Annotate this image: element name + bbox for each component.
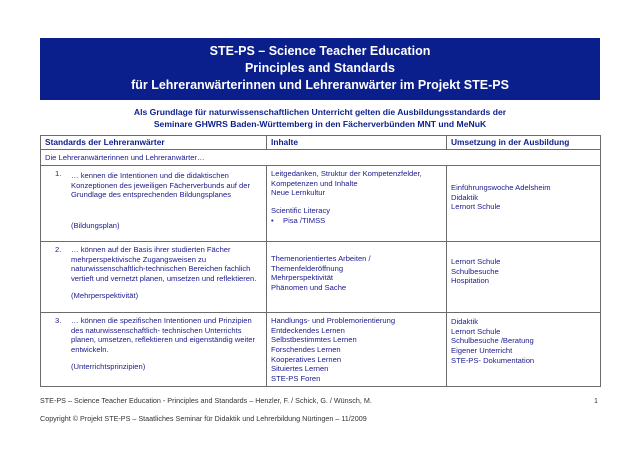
inhalte-bullet: Pisa /TIMSS: [283, 215, 326, 225]
umsetzung-line: Lernort Schule: [451, 326, 501, 336]
bullet-icon: •: [271, 215, 274, 225]
inhalte-line: Kompetenzen und Inhalte: [271, 178, 358, 188]
inhalte-line: Mehrperspektivität: [271, 273, 334, 283]
inhalte-cell: [267, 313, 447, 387]
intro-text: Die Lehreranwärterinnen und Lehreranwärter…: [41, 149, 601, 166]
inhalte-line: Kooperatives Lernen: [271, 354, 342, 364]
umsetzung-line: Didaktik: [451, 192, 479, 202]
inhalte-line: Themenfelderöffnung: [271, 263, 344, 273]
title-line-2: Principles and Standards: [244, 61, 396, 75]
header-umsetzung: Umsetzung in der Ausbildung: [447, 136, 601, 150]
standard-number: 1.: [55, 169, 62, 179]
standard-cell: [41, 166, 267, 242]
title-line-3: für Lehreranwärterinnen und Lehreranwärter im Projekt STE-PS: [131, 78, 509, 92]
footer-copyright: Copyright © Projekt STE-PS – Staatliches Seminar für Didaktik und Lehrerbildung Nürtingen – 11/2009: [40, 414, 367, 423]
umsetzung-line: Eigener Unterricht: [451, 345, 513, 355]
standard-line: vertieft und vernetzt planen, umsetzen und reflektieren.: [71, 273, 257, 283]
inhalte-cell: [267, 166, 447, 242]
title-banner: [40, 38, 600, 100]
inhalte-line: Forschendes Lernen: [271, 344, 341, 354]
page-number: 1: [594, 396, 598, 405]
standard-line: des naturwissenschaftlich- technischen Unterrichts: [71, 325, 242, 335]
umsetzung-line: Hospitation: [451, 276, 489, 286]
standard-line: … kennen die Intentionen und die didaktischen: [71, 171, 229, 181]
inhalte-line: Selbstbestimmtes Lernen: [271, 335, 357, 345]
inhalte-line: Scientific Literacy: [271, 205, 331, 215]
inhalte-line: Themenorientiertes Arbeiten /: [271, 254, 371, 264]
standard-line: naturwissenschaftlich-technischen Bereichen fachlich: [71, 264, 251, 274]
subtitle-line-2: Seminare GHWRS Baden-Württemberg in den Fächerverbünden MNT und MeNuK: [153, 119, 487, 129]
standard-tag: (Mehrperspektivität): [71, 290, 139, 300]
standard-line: Konzeptionen des jeweiligen Fächerverbunds auf der: [71, 180, 250, 190]
standard-tag: (Bildungsplan): [71, 220, 120, 230]
standard-cell: [41, 313, 267, 387]
header-inhalte: Inhalte: [267, 136, 447, 150]
standard-line: entwickeln.: [71, 344, 109, 354]
title-line-1: STE-PS – Science Teacher Education: [209, 44, 431, 58]
umsetzung-line: Schulbesuche: [451, 266, 499, 276]
subtitle: [40, 106, 600, 130]
standards-table: [40, 135, 601, 387]
standard-line: … können die spezifischen Intentionen und Prinzipien: [71, 316, 252, 326]
standard-number: 3.: [55, 316, 62, 326]
table-row: [41, 166, 601, 242]
inhalte-line: Phänomen und Sache: [271, 282, 347, 292]
subtitle-line-1: Als Grundlage für naturwissenschaftlichen Unterricht gelten die Ausbildungsstandards der: [133, 107, 507, 117]
umsetzung-line: STE-PS- Dokumentation: [451, 355, 535, 365]
inhalte-line: Entdeckendes Lernen: [271, 325, 345, 335]
table-row: [41, 242, 601, 313]
standard-number: 2.: [55, 245, 62, 255]
footer-authors: STE-PS – Science Teacher Education - Principles and Standards – Henzler, F. / Schick, G. / Wünsch, M.: [40, 396, 372, 405]
footer-credits: [40, 396, 600, 405]
umsetzung-line: Lernort Schule: [451, 257, 501, 267]
inhalte-line: Leitgedanken, Struktur der Kompetenzfelder,: [271, 169, 422, 179]
standard-tag: (Unterrichtsprinzipien): [71, 361, 146, 371]
table-header-row: [41, 136, 601, 150]
inhalte-line: Handlungs- und Problemorientierung: [271, 316, 396, 326]
header-standards: Standards der Lehreranwärter: [41, 136, 267, 150]
standard-line: mehrperspektivische Zugangsweisen zu: [71, 254, 207, 264]
inhalte-line: Situiertes Lernen: [271, 364, 329, 374]
umsetzung-line: Lernort Schule: [451, 202, 501, 212]
umsetzung-cell: [447, 242, 601, 313]
intro-row: [41, 149, 601, 166]
umsetzung-line: Einführungswoche Adelsheim: [451, 183, 551, 193]
inhalte-cell: [267, 242, 447, 313]
standard-line: planen, umsetzen, reflektieren und eigenständig weiter: [71, 335, 256, 345]
inhalte-line: STE-PS Foren: [271, 373, 321, 383]
umsetzung-line: Didaktik: [451, 317, 479, 327]
umsetzung-line: Schulbesuche /Beratung: [451, 336, 534, 346]
standard-cell: [41, 242, 267, 313]
inhalte-line: Neue Lernkultur: [271, 188, 326, 198]
umsetzung-cell: [447, 166, 601, 242]
table-row: [41, 313, 601, 387]
umsetzung-cell: [447, 313, 601, 387]
standard-line: … können auf der Basis ihrer studierten Fächer: [71, 245, 231, 255]
standard-line: Grundlage des entsprechenden Bildungsplanes: [71, 190, 232, 200]
